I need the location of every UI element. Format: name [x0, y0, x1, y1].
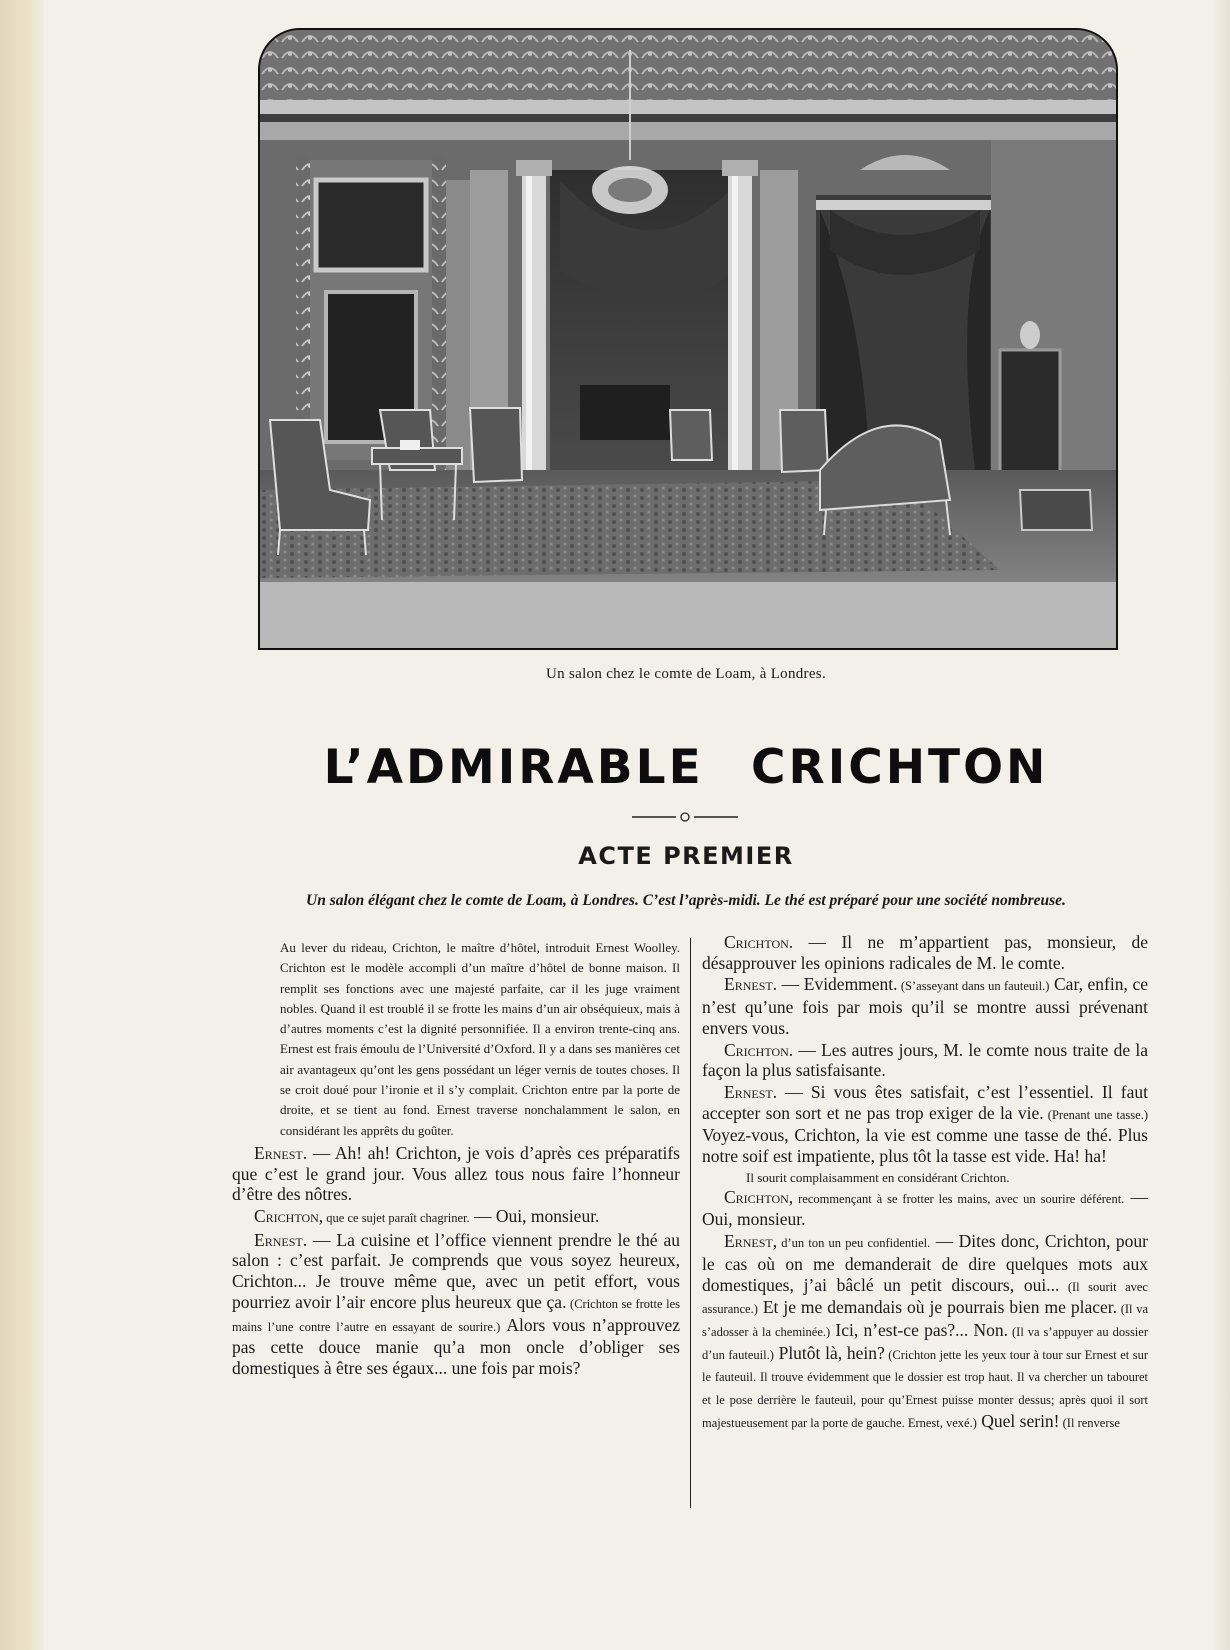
line-text: — Il ne m’appartient pas, monsieur, de désapprouver les opinions radicales de M. le comte. — [702, 932, 1148, 973]
salon-photograph — [258, 28, 1118, 650]
dialogue-line — [702, 932, 1148, 973]
left-column — [232, 938, 680, 1380]
speaker-name: Ernest. — [254, 1229, 308, 1250]
speaker-name: Ernest. — [724, 1081, 778, 1102]
stage-direction: (Il renverse — [1059, 1415, 1120, 1430]
right-column — [702, 932, 1148, 1434]
line-text: — Dites donc, Crichton, pour le cas où on me demanderait de dire quelques mots aux domestiques, j’ai bâclé un petit discours, oui... — [702, 1231, 1148, 1295]
line-text: Car, enfin, ce n’est qu’une fois par mois qu’il se montre aussi prévenant envers vous. — [702, 974, 1148, 1038]
line-text: Alors vous n’approuvez pas cette douce manie qu’a mon oncle d’obliger ses domestiques à être ses égaux... une fois par mois? — [232, 1314, 680, 1378]
stage-direction: d’un ton un peu confidentiel. — [777, 1236, 931, 1251]
line-text: — Ah! ah! Crichton, je vois d’après ces préparatifs que c’est le grand jour. Vous allez tous nous faire l’honneur d’être des nôtres. — [232, 1142, 680, 1205]
salon-illustration — [260, 30, 1116, 648]
speaker-name: Crichton. — [724, 932, 794, 952]
play-title: L’ADMIRABLE CRICHTON — [323, 740, 1049, 795]
dialogue-line — [702, 1040, 1148, 1081]
stage-direction: (Il va s’adosser à la cheminée.) — [702, 1302, 1148, 1339]
dialogue-line — [702, 1231, 1148, 1433]
dialogue-line — [232, 1143, 680, 1205]
dialogue-line — [702, 1187, 1148, 1230]
stage-direction: recommençant à se frotter les mains, avec un sourire déférent. — [793, 1191, 1125, 1206]
paper-edge-right — [1212, 0, 1230, 1650]
stage-direction-line: Il sourit complaisamment en considérant Crichton. — [746, 1169, 1010, 1185]
speaker-name: Crichton, — [724, 1186, 794, 1207]
line-text: — Oui, monsieur. — [702, 1186, 1148, 1230]
speaker-name: Crichton. — [724, 1039, 794, 1060]
stage-direction: (S’asseyant dans un fauteuil.) — [897, 979, 1050, 994]
scene-setting: Un salon élégant chez le comte de Loam, à Londres. C’est l’après-midi. Le thé est préparé pour une société nombreuse. — [306, 892, 1066, 909]
dialogue-line — [702, 974, 1148, 1038]
dialogue-line — [232, 1206, 680, 1229]
line-text: — Les autres jours, M. le comte nous traite de la façon la plus satisfaisante. — [702, 1039, 1148, 1081]
speaker-name: Ernest. — [254, 1142, 308, 1163]
opening-stage-direction: Au lever du rideau, Crichton, le maître d’hôtel, introduit Ernest Woolley. Crichton est le modèle accompli d’un maître d’hôtel de bonne maison. Il remplit ses fonctions avec une majesté parfaite, car il les juge vraiment nobles. Quand il est troublé il se frotte les mains d’un air obséquieux, mais à d’autres moments c’est la dignité personnifiée. Il a environ trente-cinq ans. Ernest est frais émoulu de l’Université d’Oxford. Il y a dans ses manières cet air avantageux qu’ont les gens possédant un léger vernis de toutes choses. Il se croit doué pour l’ironie et il s’y complait. Crichton entre par la porte de droite, et se tient au fond. Ernest traverse nonchalamment le salon, en considérant les apprêts du goûter. — [280, 940, 680, 1138]
stage-direction: (Crichton jette les yeux tour à tour sur Ernest et sur le fauteuil. Il trouve évidemment que le dossier est trop haut. Il va chercher un tabouret et le pose derrière le fauteuil, pour qu’Ernest puisse monter dessus; après quoi il sort majestueusement par la porte de gauche. Ernest, vexé.) — [702, 1347, 1148, 1430]
column-divider — [690, 938, 691, 1508]
photo-caption: Un salon chez le comte de Loam, à Londres. — [546, 666, 826, 682]
act-heading: ACTE PREMIER — [578, 842, 794, 870]
speaker-name: Crichton, — [254, 1206, 324, 1227]
line-text: Ici, n’est-ce pas?... Non. — [830, 1319, 1009, 1340]
dialogue-line — [232, 1230, 680, 1379]
line-text: — Oui, monsieur. — [469, 1206, 600, 1227]
stage-direction: que ce sujet paraît chagriner. — [323, 1211, 470, 1226]
stage-direction: (Prenant une tasse.) — [1043, 1107, 1148, 1122]
dialogue-line — [702, 1082, 1148, 1167]
line-text: Quel serin! — [976, 1410, 1060, 1431]
title-ornament — [630, 811, 740, 823]
speaker-name: Ernest. — [724, 974, 778, 995]
line-text: — Evidemment. — [777, 974, 898, 995]
paper-edge — [0, 0, 44, 1650]
line-text: — La cuisine et l’office viennent prendre le thé au salon : c’est parfait. Je comprends que vous soyez heureux, Crichton... Je trouve même que, avec un petit effort, vous pourriez avoir l’air encore plus heureux que ça. — [232, 1229, 680, 1312]
line-text: Et je me demandais où je pourrais bien me placer. — [757, 1297, 1117, 1318]
stage-direction: (Il sourit avec assurance.) — [702, 1279, 1148, 1317]
line-text: — Si vous êtes satisfait, c’est l’essentiel. Il faut accepter son sort et ne pas trop exiger de la vie. — [702, 1081, 1148, 1123]
line-text: Plutôt là, hein? — [773, 1342, 885, 1363]
line-text: Voyez-vous, Crichton, la vie est comme une tasse de thé. Plus notre soif est impatiente, plus tôt la tasse est vide. Ha! ha! — [702, 1125, 1148, 1167]
stage-direction: (Crichton se frotte les mains l’une contre l’autre en essayant de sourire.) — [232, 1296, 681, 1334]
speaker-name: Ernest, — [724, 1231, 778, 1252]
stage-direction: (Il va s’appuyer au dossier d’un fauteuil.) — [702, 1324, 1148, 1362]
